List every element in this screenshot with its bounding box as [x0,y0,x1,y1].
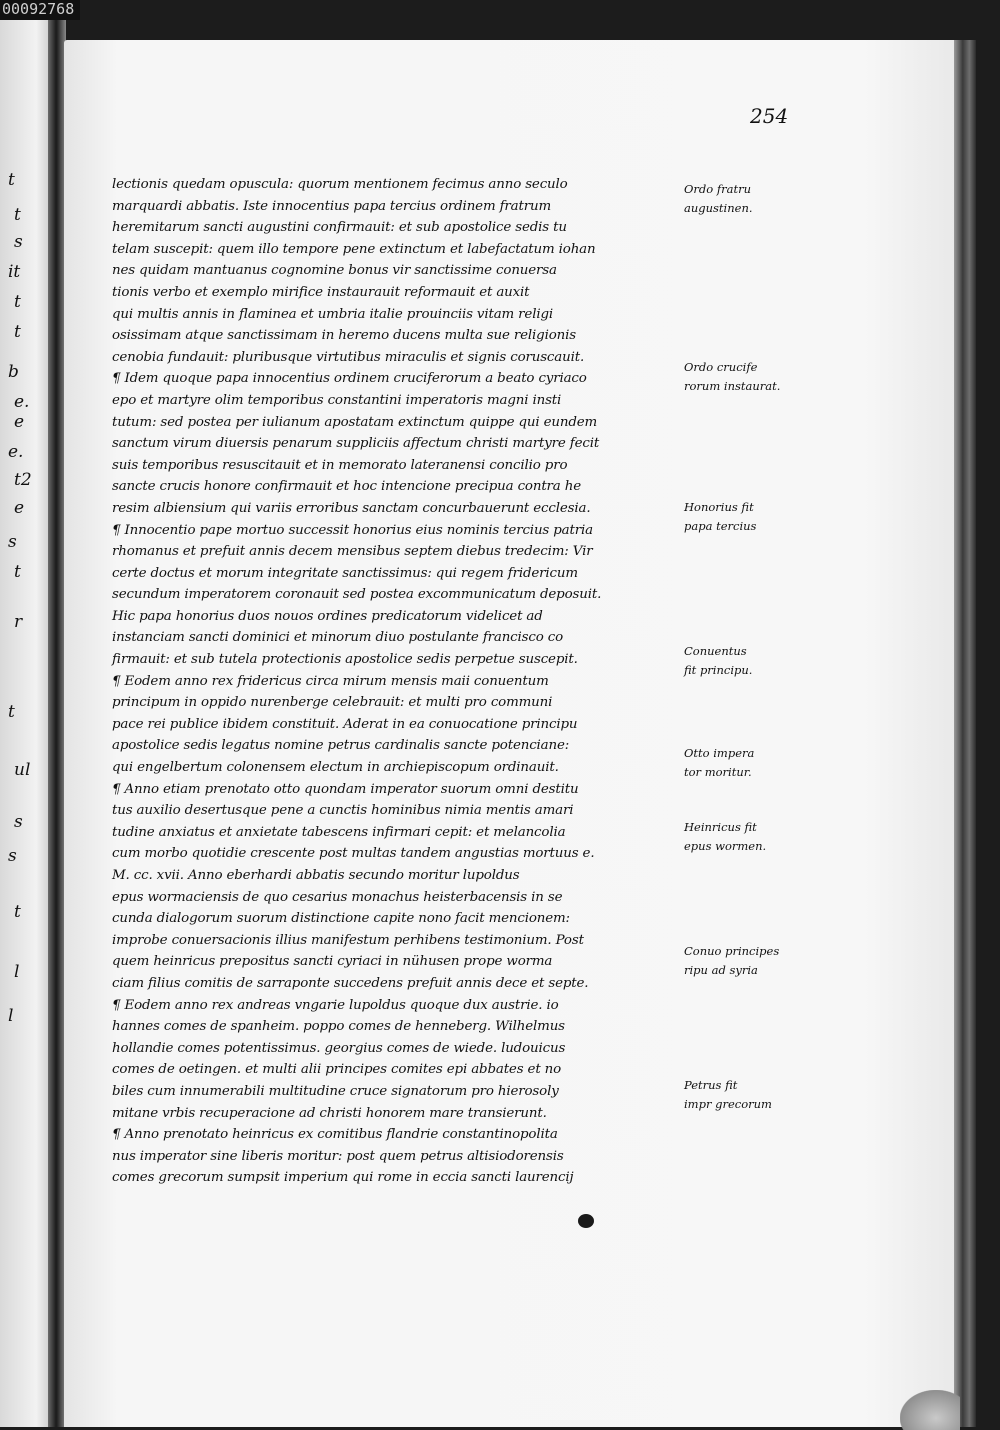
facing-page-fragment: t [14,562,21,582]
facing-page-fragment: t [14,902,21,922]
text-line: nus imperator sine liberis moritur: post quem petrus altisiodorensis [112,1148,564,1164]
facing-page-fragment: t [8,702,15,722]
marginal-note-line: Conuentus [684,644,747,658]
text-line: epus wormaciensis de quo cesarius monachus heisterbacensis in se [112,889,563,905]
text-line: cenobia fundauit: pluribusque virtutibus miraculis et signis coruscauit. [112,349,585,365]
marginal-note [684,498,780,536]
marginal-note-line: Ordo crucife [684,360,758,374]
text-line: cum morbo quotidie crescente post multas tandem angustias mortuus e. [112,846,595,862]
text-line: hollandie comes potentissimus. georgius comes de wiede. ludouicus [112,1040,566,1056]
facing-page-fragment: s [14,232,23,252]
marginal-note [684,942,780,980]
marginal-note-line: Petrus fit [684,1078,738,1092]
text-line: firmauit: et sub tutela protectionis apostolice sedis perpetue suscepit. [112,652,578,668]
text-line: principum in oppido nurenberge celebrauit: et multi pro communi [112,695,553,711]
facing-page-fragment: r [14,612,23,632]
marginal-note [684,642,780,680]
marginal-note-line: Ordo fratru [684,182,752,196]
text-line: telam suscepit: quem illo tempore pene extinctum et labefactatum iohan [112,241,596,257]
text-line: M. cc. xvii. Anno eberhardi abbatis secundo moritur lupoldus [112,868,520,883]
page-edge [954,40,976,1427]
text-line: ¶ Eodem anno rex andreas vngarie lupoldus quoque dux austrie. io [112,997,559,1013]
scanner-thumb [900,1390,960,1430]
marginal-note-line: augustinen. [684,201,753,215]
text-line: tionis verbo et exemplo mirifice instaurauit reformauit et auxit [112,284,530,300]
marginal-note-line: fit principu. [684,663,753,677]
marginal-note [684,818,780,856]
marginal-note-line: Honorius fit [684,500,754,514]
text-line: epo et martyre olim temporibus constantini imperatoris magni insti [112,392,562,408]
facing-page-fragment: e [14,498,25,518]
text-line: Hic papa honorius duos nouos ordines predicatorum videlicet ad [112,608,543,624]
text-line: hannes comes de spanheim. poppo comes de henneberg. Wilhelmus [112,1019,565,1035]
text-line: nes quidam mantuanus cognomine bonus vir sanctissime conuersa [112,263,557,279]
ink-blot [578,1214,594,1228]
marginal-note-line: ripu ad syria [684,963,758,977]
main-text-block [112,174,660,1189]
marginal-note [684,358,780,396]
marginal-note-line: rorum instaurat. [684,379,781,393]
text-line: comes de oetingen. et multi alii principes comites epi abbates et no [112,1062,562,1078]
marginal-note-line: epus wormen. [684,839,767,853]
text-line: sancte crucis honore confirmauit et hoc intencione precipua contra he [112,479,581,495]
text-line: quem heinricus prepositus sancti cyriaci in nühusen prope worma [112,954,553,970]
text-line: pace rei publice ibidem constituit. Aderat in ea conuocatione principu [112,716,578,732]
text-line: marquardi abbatis. Iste innocentius papa tercius ordinem fratrum [112,198,551,214]
facing-page-fragment: t2 [14,470,32,490]
text-line: secundum imperatorem coronauit sed postea excommunicatum deposuit. [112,587,602,603]
facing-page-fragment: s [8,846,17,866]
text-line: ciam filius comitis de sarraponte succedens prefuit annis dece et septe. [112,975,589,991]
text-line: ¶ Idem quoque papa innocentius ordinem cruciferorum a beato cyriaco [112,371,587,387]
text-line: qui engelbertum colonensem electum in archiepiscopum ordinauit. [112,760,559,776]
marginal-note-line: Otto impera [684,746,755,760]
facing-page-fragment: e. [8,442,24,462]
marginal-note-line: papa tercius [684,519,757,533]
text-line: tudine anxiatus et anxietate tabescens infirmari cepit: et melancolia [112,824,566,840]
marginal-note-line: tor moritur. [684,765,752,779]
facing-page-fragment: t [8,170,15,190]
marginal-note-line: Heinricus fit [684,820,757,834]
text-line: comes grecorum sumpsit imperium qui rome in eccia sancti laurencij [112,1170,574,1186]
text-line: sanctum virum diuersis penarum suppliciis affectum christi martyre fecit [112,436,600,452]
facing-page-fragment: ul [14,760,31,780]
text-line: lectionis quedam opuscula: quorum mentionem fecimus anno seculo [112,177,568,192]
text-line: osissimam atque sanctissimam in heremo ducens multa sue religionis [112,328,576,344]
facing-page-fragment: s [14,812,23,832]
text-line: instanciam sancti dominici et minorum diuo postulante francisco co [112,630,564,646]
facing-page-fragment: l [8,1006,14,1026]
facing-page-fragment: e [14,412,25,432]
text-line: tus auxilio desertusque pene a cunctis hominibus nimia mentis amari [112,803,574,819]
facing-page-fragment: t [14,205,21,225]
facing-page-fragment: l [14,962,20,982]
text-line: suis temporibus resuscitauit et in memorato lateranensi concilio pro [112,457,568,473]
facing-page-fragment: s [8,532,17,552]
text-line: certe doctus et morum integritate sanctissimus: qui regem fridericum [112,565,578,581]
text-line: cunda dialogorum suorum distinctione capite nono facit mencionem: [112,911,570,927]
text-line: ¶ Eodem anno rex fridericus circa mirum mensis maii conuentum [112,673,549,689]
text-line: ¶ Innocentio pape mortuo successit honorius eius nominis tercius patria [112,522,593,538]
text-line: tutum: sed postea per iulianum apostatam extinctum quippe qui eundem [112,414,598,430]
text-line: ¶ Anno prenotato heinricus ex comitibus flandrie constantinopolita [112,1127,558,1143]
marginal-note [684,1076,780,1114]
marginal-note [684,744,780,782]
facing-page-fragment: b [8,362,19,382]
marginal-note-line: impr grecorum [684,1097,772,1111]
text-line: mitane vrbis recuperacione ad christi honorem mare transierunt. [112,1105,547,1121]
facing-page-fragment: it [8,262,21,282]
marginal-note [684,180,780,218]
text-line: qui multis annis in flaminea et umbria italie prouinciis vitam religi [112,306,554,322]
text-line: heremitarum sancti augustini confirmauit: et sub apostolice sedis tu [112,220,567,236]
marginal-note-line: Conuo principes [684,944,780,958]
text-line: apostolice sedis legatus nomine petrus cardinalis sancte potenciane: [112,738,570,754]
text-line: improbe conuersacionis illius manifestum perhibens testimonium. Post [112,932,584,948]
page-number: 254 [750,104,789,128]
text-line: biles cum innumerabili multitudine cruce signatorum pro hierosoly [112,1083,559,1099]
text-line: resim albiensium qui variis erroribus sanctam concurbauerunt ecclesia. [112,500,591,516]
archive-serial: 00092768 [0,0,80,20]
facing-page-fragment: e. [14,392,30,412]
text-line: rhomanus et prefuit annis decem mensibus septem diebus tredecim: Vir [112,544,593,560]
facing-page-edge [0,0,52,1427]
text-line: ¶ Anno etiam prenotato otto quondam imperator suorum omni destitu [112,781,579,797]
facing-page-fragment: t [14,322,21,342]
facing-page-fragment: t [14,292,21,312]
